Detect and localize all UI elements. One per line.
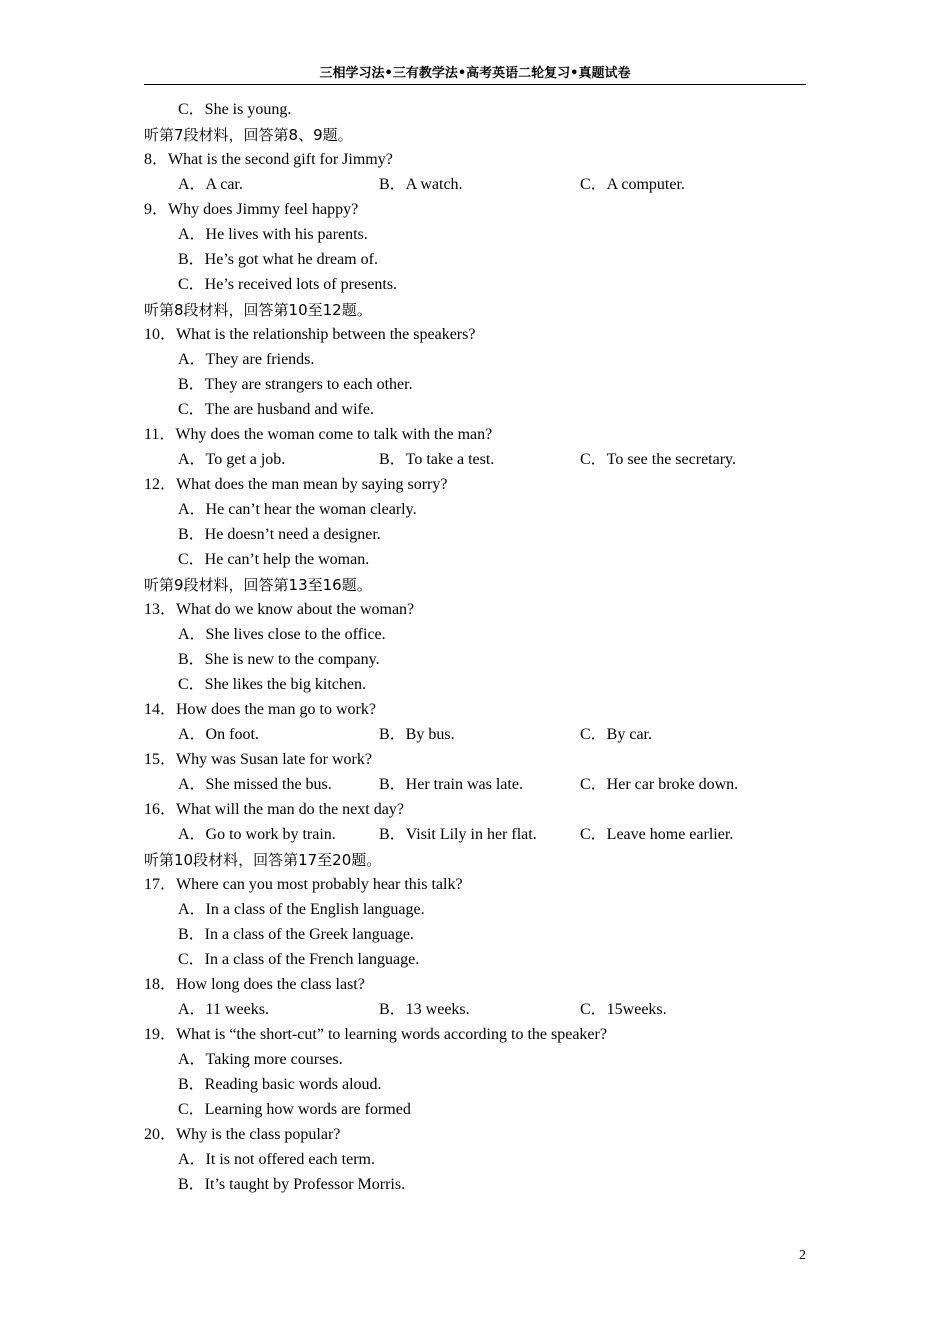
- option-b: B．A watch.: [379, 176, 463, 193]
- question-9: 9．Why does Jimmy feel happy?: [144, 201, 359, 218]
- option-c: C．She likes the big kitchen.: [178, 676, 366, 693]
- options-row-14: [144, 724, 806, 749]
- options-row-18: [144, 999, 806, 1024]
- section-instruction: 听第9段材料，回答第13至16题。: [144, 576, 372, 594]
- question-18: 18．How long does the class last?: [144, 976, 365, 993]
- option-a: A．She lives close to the office.: [178, 626, 386, 643]
- question-14: 14．How does the man go to work?: [144, 701, 376, 718]
- question-list: [144, 99, 806, 1199]
- page-number: 2: [799, 1248, 806, 1263]
- options-row-15: [144, 774, 806, 799]
- options-row-11: [144, 449, 806, 474]
- question-19: 19．What is “the short-cut” to learning words according to the speaker?: [144, 1026, 607, 1043]
- option-c: C．He can’t help the woman.: [178, 551, 370, 568]
- page-header: 三相学习法•三有教学法•高考英语二轮复习•真题试卷: [144, 66, 806, 85]
- option-a: A．On foot.: [178, 726, 259, 743]
- question-15: 15．Why was Susan late for work?: [144, 751, 372, 768]
- question-16: 16．What will the man do the next day?: [144, 801, 404, 818]
- option-b: B．Visit Lily in her flat.: [379, 826, 537, 843]
- section-instruction: 听第7段材料，回答第8、9题。: [144, 126, 353, 144]
- option-b: B．By bus.: [379, 726, 455, 743]
- option-b: B．They are strangers to each other.: [178, 376, 413, 393]
- option-a: A．Go to work by train.: [178, 826, 336, 843]
- option-c: C．By car.: [580, 726, 652, 743]
- option-b: B．13 weeks.: [379, 1001, 470, 1018]
- option-c: C．To see the secretary.: [580, 451, 737, 468]
- option-b: B．Reading basic words aloud.: [178, 1076, 382, 1093]
- option-a: A．11 weeks.: [178, 1001, 269, 1018]
- question-12: 12．What does the man mean by saying sorry?: [144, 476, 448, 493]
- question-11: 11．Why does the woman come to talk with the man?: [144, 426, 493, 443]
- option-a: A．Taking more courses.: [178, 1051, 343, 1068]
- question-13: 13．What do we know about the woman?: [144, 601, 415, 618]
- option-c: C．Leave home earlier.: [580, 826, 734, 843]
- option-b: B．He’s got what he dream of.: [178, 251, 378, 268]
- option-b: B．It’s taught by Professor Morris.: [178, 1176, 406, 1193]
- option-c: C．Learning how words are formed: [178, 1101, 411, 1118]
- option-a: A．In a class of the English language.: [178, 901, 425, 918]
- option-a: A．He lives with his parents.: [178, 226, 368, 243]
- option-a: A．She missed the bus.: [178, 776, 332, 793]
- question-20: 20．Why is the class popular?: [144, 1126, 341, 1143]
- option-c: C．15weeks.: [580, 1001, 667, 1018]
- option-b: B．To take a test.: [379, 451, 495, 468]
- option-c: C．He’s received lots of presents.: [178, 276, 398, 293]
- option-c: C．Her car broke down.: [580, 776, 739, 793]
- question-10: 10．What is the relationship between the speakers?: [144, 326, 476, 343]
- option-b: B．In a class of the Greek language.: [178, 926, 414, 943]
- option-a: A．It is not offered each term.: [178, 1151, 375, 1168]
- option-b: B．Her train was late.: [379, 776, 523, 793]
- question-8: 8．What is the second gift for Jimmy?: [144, 151, 393, 168]
- option-a: A．To get a job.: [178, 451, 286, 468]
- option-a: A．They are friends.: [178, 351, 315, 368]
- option-c: C．The are husband and wife.: [178, 401, 374, 418]
- option-b: B．She is new to the company.: [178, 651, 380, 668]
- option-c: C．In a class of the French language.: [178, 951, 420, 968]
- section-instruction: 听第10段材料，回答第17至20题。: [144, 851, 382, 869]
- section-instruction: 听第8段材料，回答第10至12题。: [144, 301, 372, 319]
- option-a: A．He can’t hear the woman clearly.: [178, 501, 417, 518]
- options-row-8: [144, 174, 806, 199]
- option-c: C．A computer.: [580, 176, 685, 193]
- option-line: C．She is young.: [178, 101, 292, 118]
- question-17: 17．Where can you most probably hear this talk?: [144, 876, 463, 893]
- option-b: B．He doesn’t need a designer.: [178, 526, 381, 543]
- option-a: A．A car.: [178, 176, 243, 193]
- options-row-16: [144, 824, 806, 849]
